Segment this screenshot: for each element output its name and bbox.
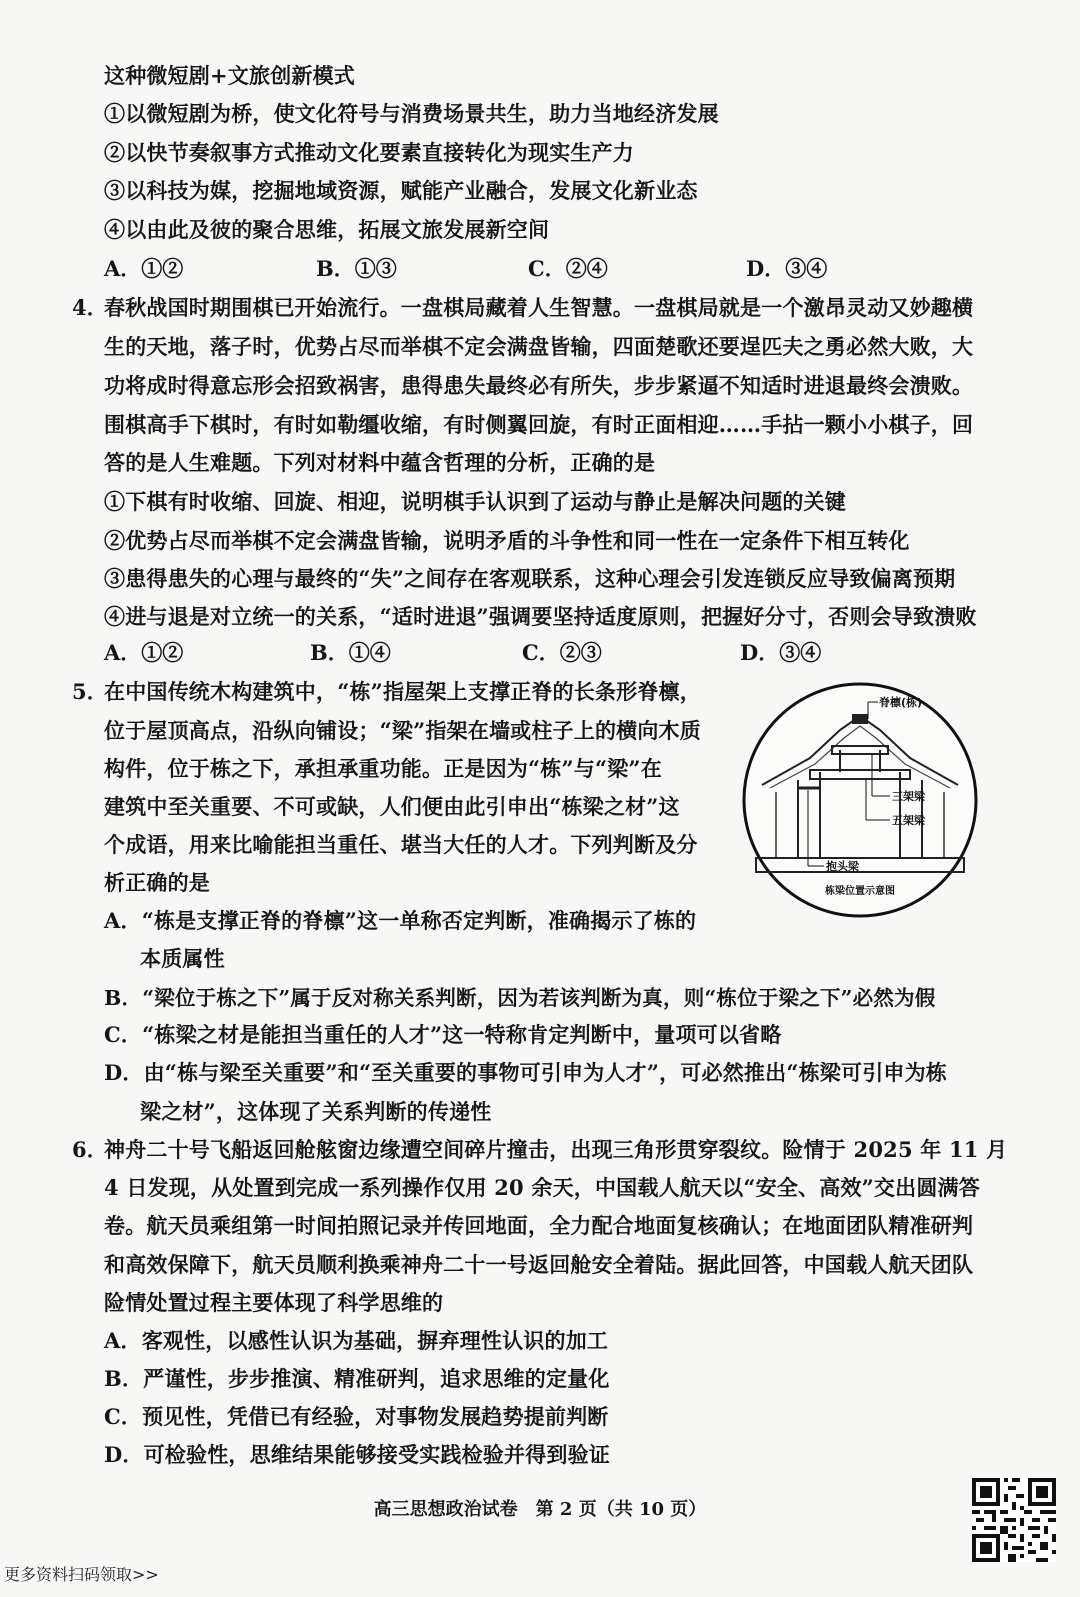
q3-item-3: ③以科技为媒，挖掘地域资源，赋能产业融合，发展文化新业态 xyxy=(104,178,698,203)
q5-stem-line-1: 在中国传统木构建筑中，“栋”指屋架上支撑正脊的长条形脊檩， xyxy=(104,679,701,704)
diagram-caption: 栋梁位置示意图 xyxy=(825,886,895,897)
q5-number: 5． xyxy=(72,679,109,704)
q3-option-b: B．①③ xyxy=(316,256,397,281)
q4-stem-line-1: 春秋战国时期围棋已开始流行。一盘棋局藏着人生智慧。一盘棋局就是一个激昂灵动又妙趣横 xyxy=(104,295,974,320)
label-ridge: 脊檩(栋) xyxy=(879,696,923,709)
q5-stem-line-5: 个成语，用来比喻能担当重任、堪当大任的人才。下列判断及分 xyxy=(104,832,698,857)
q5-option-c: C．“栋梁之材是能担当重任的人才”这一特称肯定判断中，量项可以省略 xyxy=(104,1022,782,1047)
q4-stem-line-5: 答的是人生难题。下列对材料中蕴含哲理的分析，正确的是 xyxy=(104,450,656,475)
q6-stem-line-1: 神舟二十号飞船返回舱舷窗边缘遭空间碎片撞击，出现三角形贯穿裂纹。险情于 2025 年 11 月 xyxy=(104,1137,1008,1162)
q6-stem-line-3: 卷。航天员乘组第一时间拍照记录并传回地面，全力配合地面复核确认；在地面团队精准研判 xyxy=(104,1213,974,1238)
bottom-note-link[interactable]: 更多资料扫码领取>> xyxy=(4,1565,159,1584)
q3-stem-tail: 这种微短剧+文旅创新模式 xyxy=(104,63,355,88)
label-baotou-beam: 抱头梁 xyxy=(826,860,859,873)
q3-item-4: ④以由此及彼的聚合思维，拓展文旅发展新空间 xyxy=(104,217,550,242)
q4-stem-line-2: 生的天地，落子时，优势占尽而举棋不定会满盘皆输，四面楚歌还要逞匹夫之勇必然大败，大 xyxy=(104,334,974,359)
q5-option-d-cont: 梁之材”，这体现了关系判断的传递性 xyxy=(140,1099,492,1124)
q6-stem-line-2: 4 日发现，从处置到完成一系列操作仅用 20 余天，中国载人航天以“安全、高效”交出圆满答 xyxy=(104,1175,980,1200)
q4-option-a: A．①② xyxy=(104,640,184,665)
q5-option-a-cont: 本质属性 xyxy=(140,946,225,971)
q3-option-a: A．①② xyxy=(104,256,184,281)
q4-option-c: C．②③ xyxy=(522,640,602,665)
q3-item-2: ②以快节奏叙事方式推动文化要素直接转化为现实生产力 xyxy=(104,140,634,165)
q6-stem-line-5: 险情处置过程主要体现了科学思维的 xyxy=(104,1290,444,1315)
q4-option-b: B．①④ xyxy=(310,640,391,665)
q5-option-a: A．“栋是支撑正脊的脊檩”这一单称否定判断，准确揭示了栋的 xyxy=(104,908,697,933)
q4-item-4: ④进与退是对立统一的关系，“适时进退”强调要坚持适度原则，把握好分寸，否则会导致溃败 xyxy=(104,604,977,629)
beam-position-diagram xyxy=(740,680,980,920)
q3-option-c: C．②④ xyxy=(528,256,608,281)
q5-stem-line-4: 建筑中至关重要、不可或缺，人们便由此引申出“栋梁之材”这 xyxy=(104,794,680,819)
q4-item-2: ②优势占尽而举棋不定会满盘皆输，说明矛盾的斗争性和同一性在一定条件下相互转化 xyxy=(104,528,910,553)
q4-item-3: ③患得患失的心理与最终的“失”之间存在客观联系，这种心理会引发连锁反应导致偏离预期 xyxy=(104,566,956,591)
q4-number: 4． xyxy=(72,295,109,320)
q3-option-d: D．③④ xyxy=(746,256,828,281)
ridge-purlin-icon xyxy=(852,714,868,724)
q6-option-d: D．可检验性，思维结果能够接受实践检验并得到验证 xyxy=(104,1442,611,1467)
q4-option-d: D．③④ xyxy=(740,640,822,665)
q4-item-1: ①下棋有时收缩、回旋、相迎，说明棋手认识到了运动与静止是解决问题的关键 xyxy=(104,489,846,514)
q6-option-c: C．预见性，凭借已有经验，对事物发展趋势提前判断 xyxy=(104,1404,609,1429)
q3-item-1: ①以微短剧为桥，使文化符号与消费场景共生，助力当地经济发展 xyxy=(104,101,719,126)
label-five-beam: 五架梁 xyxy=(892,814,925,827)
q6-number: 6． xyxy=(72,1137,109,1162)
q4-stem-line-3: 功将成时得意忘形会招致祸害，患得患失最终必有所失，步步紧逼不知适时进退最终会溃败。 xyxy=(104,373,974,398)
q6-option-b: B．严谨性，步步推演、精准研判，追求思维的定量化 xyxy=(104,1366,610,1391)
q5-option-b: B．“梁位于栋之下”属于反对称关系判断，因为若该判断为真，则“栋位于梁之下”必然为假 xyxy=(104,986,936,1010)
q5-stem-line-2: 位于屋顶高点，沿纵向铺设；“梁”指架在墙或柱子上的横向木质 xyxy=(104,718,701,743)
q4-stem-line-4: 围棋高手下棋时，有时如勒缰收缩，有时侧翼回旋，有时正面相迎……手拈一颗小小棋子，回 xyxy=(104,412,974,437)
label-three-beam: 三架梁 xyxy=(892,790,925,803)
qr-code-icon[interactable] xyxy=(972,1478,1056,1562)
q6-option-a: A．客观性，以感性认识为基础，摒弃理性认识的加工 xyxy=(104,1328,609,1353)
q5-stem-line-3: 构件，位于栋之下，承担承重功能。正是因为“栋”与“梁”在 xyxy=(104,756,662,781)
q5-option-d: D．由“栋与梁至关重要”和“至关重要的事物可引申为人才”，可必然推出“栋梁可引申为栋 xyxy=(104,1060,948,1085)
q5-stem-line-6: 析正确的是 xyxy=(104,870,210,895)
q6-stem-line-4: 和高效保障下，航天员顺利换乘神舟二十一号返回舱安全着陆。据此回答，中国载人航天团队 xyxy=(104,1252,974,1277)
page-footer: 高三思想政治试卷 第 2 页（共 10 页） xyxy=(373,1499,707,1520)
